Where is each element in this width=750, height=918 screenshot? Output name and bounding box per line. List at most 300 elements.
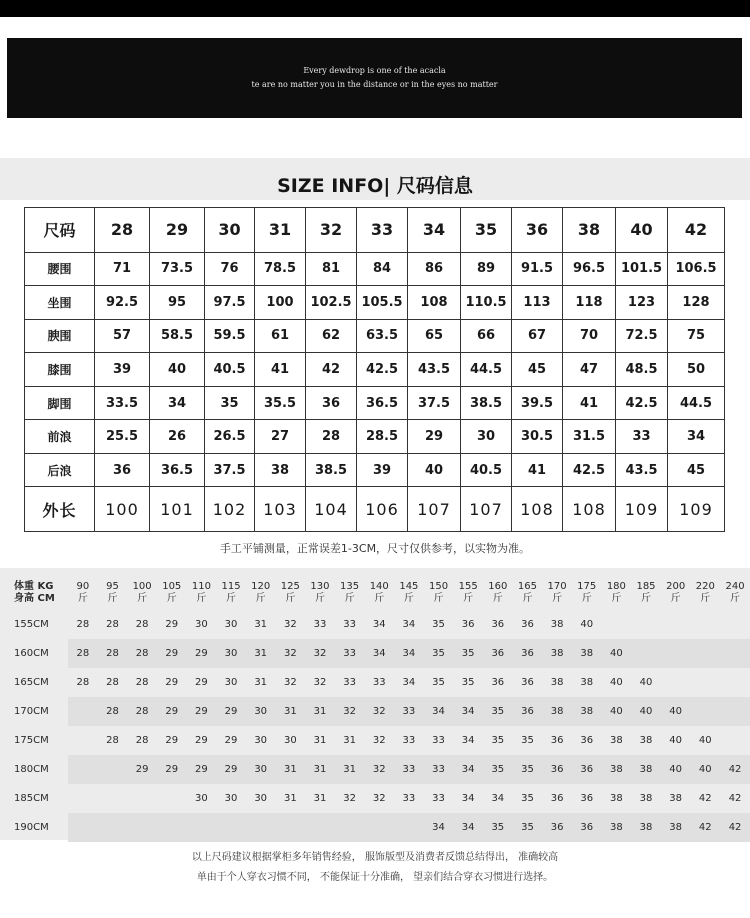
height-row: [0, 784, 750, 813]
size-suggestion-cell: 40: [669, 735, 683, 746]
size-row-label: 膝围: [25, 353, 95, 387]
weight-unit: 斤: [552, 593, 563, 604]
size-cell: 31.5: [563, 420, 616, 454]
size-cell: 45: [512, 353, 563, 387]
size-cell: 42.5: [563, 453, 616, 487]
size-cell: 36.5: [150, 453, 205, 487]
size-cell: 100: [255, 286, 306, 320]
weight-axis-label: 体重 KG: [14, 581, 54, 592]
size-suggestion-cell: 28: [98, 697, 128, 726]
size-cell: 42.5: [357, 353, 408, 387]
weight-header-cell: [424, 576, 454, 610]
size-suggestion-cell: 29: [187, 697, 217, 726]
size-suggestion-cell: 35: [424, 639, 454, 668]
size-suggestion-cell: [68, 697, 98, 726]
size-suggestion-cell: 36: [572, 755, 602, 784]
size-suggestion-cell: 34: [453, 697, 483, 726]
size-suggestion-cell: 35: [483, 755, 513, 784]
size-cell: 33: [616, 420, 668, 454]
size-cell: 91.5: [512, 252, 563, 286]
size-suggestion-cell: 29: [187, 755, 217, 784]
size-cell: 48.5: [616, 353, 668, 387]
banner-line-2: te are no matter you in the distance or in the eyes no matter: [251, 80, 498, 89]
size-suggestion-cell: 40: [602, 697, 632, 726]
weight-value: 100: [132, 581, 152, 592]
banner: [7, 38, 742, 118]
size-suggestion-cell: 36: [491, 677, 505, 688]
size-suggestion-cell: [68, 726, 98, 755]
weight-unit: 斤: [196, 593, 207, 604]
size-suggestion-cell: [216, 813, 246, 842]
size-header-cell: 36: [512, 208, 563, 253]
size-suggestion-cell: [68, 784, 98, 813]
weight-unit: 斤: [730, 593, 741, 604]
size-suggestion-cell: 30: [224, 793, 238, 804]
size-header-row: [25, 208, 725, 253]
weight-value: 115: [221, 581, 241, 592]
size-cell: 44.5: [668, 386, 725, 420]
size-suggestion-cell: 34: [461, 793, 475, 804]
size-suggestion-cell: 31: [276, 755, 306, 784]
size-suggestion-cell: 32: [364, 755, 394, 784]
weight-header-cell: [276, 576, 306, 610]
size-cell: 89: [461, 252, 512, 286]
size-cell: 63.5: [357, 319, 408, 353]
size-cell: 44.5: [461, 353, 512, 387]
size-suggestion-cell: 29: [127, 755, 157, 784]
size-suggestion-cell: 29: [187, 639, 217, 668]
size-row: [25, 353, 725, 387]
title-band: [0, 158, 750, 200]
height-row: [0, 755, 750, 784]
size-cell: 26.5: [205, 420, 255, 454]
size-suggestion-cell: 29: [157, 755, 187, 784]
size-cell: 96.5: [563, 252, 616, 286]
size-suggestion-cell: [690, 668, 720, 697]
size-suggestion-cell: [720, 610, 750, 639]
weight-value: 165: [517, 581, 537, 592]
weight-value: 150: [428, 581, 449, 592]
size-suggestion-cell: [276, 813, 306, 842]
size-suggestion-cell: 36: [521, 677, 534, 688]
size-suggestion-cell: 28: [76, 677, 90, 688]
size-suggestion-cell: 29: [216, 755, 246, 784]
size-suggestion-cell: [631, 639, 661, 668]
weight-unit: 斤: [107, 593, 118, 604]
size-cell: 75: [668, 319, 725, 353]
size-cell: 26: [150, 420, 205, 454]
weight-unit: 斤: [522, 593, 533, 604]
weight-header-cell: [246, 576, 276, 610]
size-suggestion-cell: 28: [135, 619, 149, 630]
size-suggestion-cell: 34: [402, 677, 416, 688]
size-suggestion-cell: 38: [602, 755, 632, 784]
size-suggestion-cell: 28: [106, 677, 119, 688]
size-suggestion-cell: 30: [224, 619, 238, 630]
size-suggestion-cell: 36: [580, 793, 594, 804]
size-cell: 38.5: [461, 386, 512, 420]
size-suggestion-cell: 31: [343, 735, 356, 746]
weight-value: 120: [251, 581, 271, 592]
weight-header-row: [0, 576, 750, 610]
size-suggestion-cell: 30: [246, 697, 276, 726]
size-suggestion-cell: 38: [639, 793, 653, 804]
weight-header-cell: [335, 576, 365, 610]
recommendation-note: [0, 848, 750, 888]
height-row: [0, 813, 750, 842]
weight-unit: 斤: [700, 593, 711, 604]
size-suggestion-cell: 32: [313, 677, 327, 688]
weight-header-cell: [216, 576, 246, 610]
weight-unit: 斤: [433, 593, 444, 604]
size-suggestion-cell: 31: [335, 755, 365, 784]
size-cell: 50: [668, 353, 725, 387]
weight-unit: 斤: [641, 593, 651, 604]
size-suggestion-cell: 30: [224, 677, 238, 688]
size-suggestion-cell: 31: [313, 735, 327, 746]
size-suggestion-cell: 40: [610, 677, 623, 688]
size-suggestion-cell: 35: [432, 619, 445, 630]
size-cell: 92.5: [95, 286, 150, 320]
size-row-label: 腰围: [25, 252, 95, 286]
size-row-label: 坐围: [25, 286, 95, 320]
weight-unit: 斤: [77, 593, 88, 604]
size-suggestion-cell: 38: [631, 813, 661, 842]
size-cell: 110.5: [461, 286, 512, 320]
size-suggestion-cell: 36: [521, 619, 534, 630]
size-row-label: 腴围: [25, 319, 95, 353]
size-suggestion-cell: 42: [690, 813, 720, 842]
weight-header-cell: [157, 576, 187, 610]
weight-header-cell: [542, 576, 572, 610]
size-cell: 86: [408, 252, 461, 286]
size-suggestion-cell: 40: [631, 697, 661, 726]
height-label: 185CM: [14, 793, 49, 804]
size-suggestion-cell: 33: [343, 677, 356, 688]
size-cell: 43.5: [408, 353, 461, 387]
weight-value: 175: [577, 581, 597, 592]
size-cell: 108: [408, 286, 461, 320]
size-cell: 45: [668, 453, 725, 487]
size-cell: 62: [306, 319, 357, 353]
size-suggestion-cell: [720, 726, 750, 755]
size-row: [25, 319, 725, 353]
size-suggestion-cell: 35: [453, 639, 483, 668]
recommendation-line-1: 以上尺码建议根据掌柜多年销售经验， 服饰版型及消费者反馈总结得出， 准确较高: [191, 852, 559, 863]
size-suggestion-cell: 29: [224, 735, 238, 746]
size-suggestion-cell: 29: [165, 677, 179, 688]
size-suggestion-cell: 38: [542, 639, 572, 668]
size-cell: 34: [150, 386, 205, 420]
size-suggestion-cell: 30: [254, 735, 268, 746]
weight-value: 185: [636, 581, 656, 592]
size-cell: 58.5: [150, 319, 205, 353]
size-cell: 123: [616, 286, 668, 320]
size-cell: 67: [512, 319, 563, 353]
size-suggestion-cell: 35: [491, 735, 505, 746]
size-suggestion-cell: 31: [305, 755, 335, 784]
size-suggestion-cell: 36: [461, 619, 475, 630]
size-suggestion-cell: 40: [698, 735, 712, 746]
weight-unit: 斤: [403, 593, 414, 604]
corner-label: [0, 576, 68, 610]
weight-value: 220: [695, 581, 715, 592]
size-suggestion-cell: 36: [542, 755, 572, 784]
size-cell: 107: [408, 487, 461, 532]
size-suggestion-cell: [661, 639, 691, 668]
size-suggestion-cell: [335, 813, 365, 842]
size-row-label: 前浪: [25, 420, 95, 454]
size-cell: 101.5: [616, 252, 668, 286]
size-suggestion-cell: 30: [195, 619, 208, 630]
size-suggestion-cell: 29: [157, 697, 187, 726]
size-suggestion-cell: 31: [276, 697, 306, 726]
size-cell: 84: [357, 252, 408, 286]
size-cell: 39.5: [512, 386, 563, 420]
size-cell: 42: [306, 353, 357, 387]
size-suggestion-cell: 35: [483, 813, 513, 842]
size-cell: 33.5: [95, 386, 150, 420]
size-suggestion-cell: 28: [135, 677, 149, 688]
size-suggestion-cell: 34: [461, 735, 475, 746]
size-suggestion-cell: 36: [491, 619, 505, 630]
size-suggestion-cell: 32: [335, 697, 365, 726]
size-cell: 41: [563, 386, 616, 420]
size-cell: 106: [357, 487, 408, 532]
weight-value: 140: [369, 581, 389, 592]
size-suggestion-cell: 33: [335, 639, 365, 668]
size-suggestion-cell: [157, 813, 187, 842]
weight-value: 240: [725, 581, 745, 592]
weight-unit: 斤: [492, 593, 503, 604]
size-suggestion-cell: 36: [513, 697, 543, 726]
size-suggestion-cell: 38: [602, 813, 632, 842]
size-suggestion-cell: 33: [432, 793, 445, 804]
size-suggestion-cell: 28: [68, 639, 98, 668]
size-suggestion-cell: [68, 813, 98, 842]
weight-unit: 斤: [463, 593, 474, 604]
size-suggestion-cell: [127, 813, 157, 842]
size-cell: 65: [408, 319, 461, 353]
size-suggestion-cell: [127, 784, 157, 813]
size-cell: 37.5: [408, 386, 461, 420]
size-suggestion-cell: 33: [402, 735, 416, 746]
weight-unit: 斤: [166, 593, 177, 604]
size-cell: 59.5: [205, 319, 255, 353]
size-suggestion-cell: [394, 813, 424, 842]
size-cell: 36: [95, 453, 150, 487]
size-row: [25, 252, 725, 286]
size-suggestion-cell: 38: [580, 677, 594, 688]
height-row: [0, 697, 750, 726]
size-suggestion-cell: 40: [639, 677, 653, 688]
size-cell: 108: [563, 487, 616, 532]
size-header-cell: 30: [205, 208, 255, 253]
size-suggestion-cell: 29: [165, 619, 179, 630]
size-suggestion-cell: [98, 813, 128, 842]
weight-value: 135: [340, 581, 360, 592]
size-suggestion-cell: 42: [698, 793, 712, 804]
weight-header-cell: [453, 576, 483, 610]
size-cell: 29: [408, 420, 461, 454]
size-suggestion-cell: 40: [602, 639, 632, 668]
size-suggestion-cell: 31: [313, 793, 327, 804]
size-header-cell: 34: [408, 208, 461, 253]
size-cell: 70: [563, 319, 616, 353]
size-suggestion-cell: [690, 639, 720, 668]
size-suggestion-cell: 32: [305, 639, 335, 668]
weight-value: 125: [280, 581, 300, 592]
size-row: [25, 453, 725, 487]
size-cell: 101: [150, 487, 205, 532]
size-header-cell: 28: [95, 208, 150, 253]
weight-height-section: [0, 568, 750, 840]
size-cell: 106.5: [668, 252, 725, 286]
size-cell: 36: [306, 386, 357, 420]
height-label: 180CM: [14, 764, 49, 775]
size-header-cell: 31: [255, 208, 306, 253]
weight-header-cell: [483, 576, 513, 610]
size-suggestion-cell: 33: [313, 619, 327, 630]
size-suggestion-cell: 40: [661, 697, 691, 726]
size-suggestion-cell: 33: [343, 619, 356, 630]
size-cell: 43.5: [616, 453, 668, 487]
height-label: 175CM: [14, 735, 49, 746]
size-suggestion-cell: 38: [572, 639, 602, 668]
size-cell: 30.5: [512, 420, 563, 454]
size-cell: 40: [408, 453, 461, 487]
size-suggestion-cell: 35: [521, 793, 534, 804]
height-row: [0, 610, 750, 639]
size-suggestion-cell: 28: [135, 735, 149, 746]
size-cell: 108: [512, 487, 563, 532]
size-suggestion-cell: 31: [246, 639, 276, 668]
size-suggestion-cell: 38: [639, 735, 653, 746]
size-suggestion-cell: 34: [453, 813, 483, 842]
size-suggestion-cell: 33: [394, 755, 424, 784]
size-suggestion-cell: 31: [283, 793, 297, 804]
size-suggestion-cell: 29: [195, 677, 208, 688]
weight-header-cell: [98, 576, 128, 610]
weight-value: 130: [310, 581, 330, 592]
size-cell: 35.5: [255, 386, 306, 420]
banner-line-1: Every dewdrop is one of the acacla: [303, 66, 446, 75]
size-row: [25, 420, 725, 454]
size-cell: 47: [563, 353, 616, 387]
size-cell: 128: [668, 286, 725, 320]
size-suggestion-cell: 36: [580, 735, 594, 746]
height-label: 165CM: [14, 677, 49, 688]
weight-unit: 斤: [226, 593, 237, 604]
recommendation-line-2: 单由于个人穿衣习惯不同， 不能保证十分准确， 望亲们结合穿衣习惯进行选择。: [196, 872, 554, 883]
size-cell: 102: [205, 487, 255, 532]
size-suggestion-cell: 28: [127, 697, 157, 726]
size-suggestion-cell: 36: [542, 813, 572, 842]
weight-value: 145: [399, 581, 419, 592]
size-suggestion-cell: [661, 610, 691, 639]
size-suggestion-cell: 38: [550, 677, 564, 688]
size-suggestion-cell: 33: [394, 697, 424, 726]
size-suggestion-cell: 35: [432, 677, 445, 688]
size-suggestion-cell: 40: [580, 619, 594, 630]
weight-value: 170: [547, 581, 567, 592]
weight-value: 110: [191, 581, 211, 592]
weight-value: 200: [666, 581, 686, 592]
weight-header-cell: [394, 576, 424, 610]
size-cell: 107: [461, 487, 512, 532]
size-suggestion-cell: 38: [610, 793, 623, 804]
size-suggestion-cell: 34: [372, 619, 386, 630]
size-suggestion-cell: 29: [165, 735, 179, 746]
weight-header-cell: [602, 576, 632, 610]
size-suggestion-cell: 36: [572, 813, 602, 842]
size-suggestion-cell: 31: [305, 697, 335, 726]
weight-header-cell: [68, 576, 98, 610]
size-cell: 40.5: [461, 453, 512, 487]
size-suggestion-cell: 29: [216, 697, 246, 726]
size-suggestion-cell: [720, 697, 750, 726]
top-bar: [0, 0, 750, 17]
size-suggestion-cell: 35: [483, 697, 513, 726]
page-title: SIZE INFO| 尺码信息: [277, 174, 473, 197]
size-row: [25, 487, 725, 532]
size-row-label: 外长: [25, 487, 95, 532]
size-cell: 73.5: [150, 252, 205, 286]
weight-unit: 斤: [670, 593, 681, 604]
weight-header-cell: [690, 576, 720, 610]
size-cell: 76: [205, 252, 255, 286]
size-cell: 109: [616, 487, 668, 532]
size-suggestion-cell: [720, 639, 750, 668]
size-suggestion-cell: 30: [254, 793, 268, 804]
size-suggestion-cell: [157, 784, 187, 813]
size-suggestion-cell: [661, 668, 691, 697]
size-suggestion-cell: 33: [402, 793, 416, 804]
size-suggestion-cell: 34: [424, 813, 454, 842]
size-header-cell: 38: [563, 208, 616, 253]
size-suggestion-cell: 36: [550, 735, 564, 746]
size-cell: 40.5: [205, 353, 255, 387]
size-cell: 36.5: [357, 386, 408, 420]
size-row-label: 后浪: [25, 453, 95, 487]
weight-header-cell: [187, 576, 217, 610]
size-suggestion-cell: [631, 610, 661, 639]
size-suggestion-cell: 38: [572, 697, 602, 726]
size-suggestion-cell: [690, 697, 720, 726]
size-suggestion-cell: 42: [720, 813, 750, 842]
size-cell: 102.5: [306, 286, 357, 320]
size-cell: 61: [255, 319, 306, 353]
size-suggestion-cell: 34: [453, 755, 483, 784]
size-suggestion-cell: 33: [372, 677, 386, 688]
size-cell: 27: [255, 420, 306, 454]
size-cell: 104: [306, 487, 357, 532]
size-cell: 37.5: [205, 453, 255, 487]
size-suggestion-cell: [364, 813, 394, 842]
size-cell: 105.5: [357, 286, 408, 320]
size-suggestion-cell: 35: [521, 735, 534, 746]
size-cell: 34: [668, 420, 725, 454]
size-suggestion-cell: 38: [631, 755, 661, 784]
size-suggestion-cell: [602, 610, 632, 639]
height-row: [0, 639, 750, 668]
measurement-note: 手工平铺测量，正常误差1-3CM，尺寸仅供参考，以实物为准。: [219, 542, 531, 555]
size-suggestion-cell: [720, 668, 750, 697]
size-cell: 95: [150, 286, 205, 320]
height-label: 160CM: [14, 648, 49, 659]
size-suggestion-cell: [187, 813, 217, 842]
size-suggestion-cell: 42: [720, 755, 750, 784]
